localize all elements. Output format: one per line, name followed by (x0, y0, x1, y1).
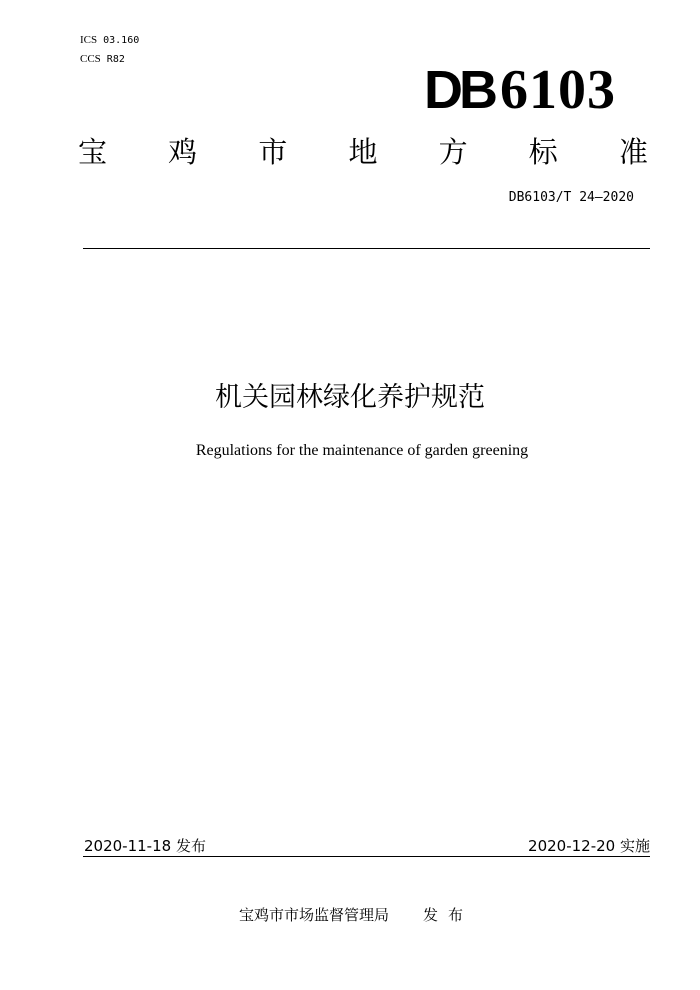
standard-type-heading (78, 134, 648, 170)
ccs-code: R82 (106, 54, 125, 65)
issue-date: 2020-11-18 发布 (84, 837, 206, 855)
publisher-line (239, 904, 473, 925)
implementation-date: 2020-12-20 实施 (528, 837, 650, 855)
standard-type-char: 宝 (78, 135, 108, 169)
ics-classification (80, 33, 139, 48)
logo-prefix: DB (424, 60, 494, 120)
ics-code: 03.160 (103, 35, 140, 46)
standard-type-char: 标 (528, 135, 558, 169)
ccs-classification (80, 52, 125, 67)
standard-logo (424, 58, 616, 122)
publisher-action: 发布 (423, 906, 474, 924)
document-title-english: Regulations for the maintenance of garden greening (195, 442, 529, 459)
bottom-divider (83, 856, 650, 857)
standard-type-char: 准 (618, 135, 648, 169)
standard-type-char: 方 (438, 135, 468, 169)
publisher-name: 宝鸡市市场监督管理局 (239, 906, 390, 924)
standard-type-char: 地 (348, 135, 378, 169)
document-title-chinese: 机关园林绿化养护规范 (215, 382, 485, 413)
standard-number: DB6103/T 24—2020 (508, 190, 634, 205)
ics-label: ICS (80, 34, 98, 46)
top-divider (83, 248, 650, 249)
standard-type-char: 鸡 (168, 135, 198, 169)
ccs-label: CCS (80, 53, 101, 65)
standard-type-char: 市 (258, 135, 288, 169)
logo-number: 6103 (500, 59, 616, 121)
